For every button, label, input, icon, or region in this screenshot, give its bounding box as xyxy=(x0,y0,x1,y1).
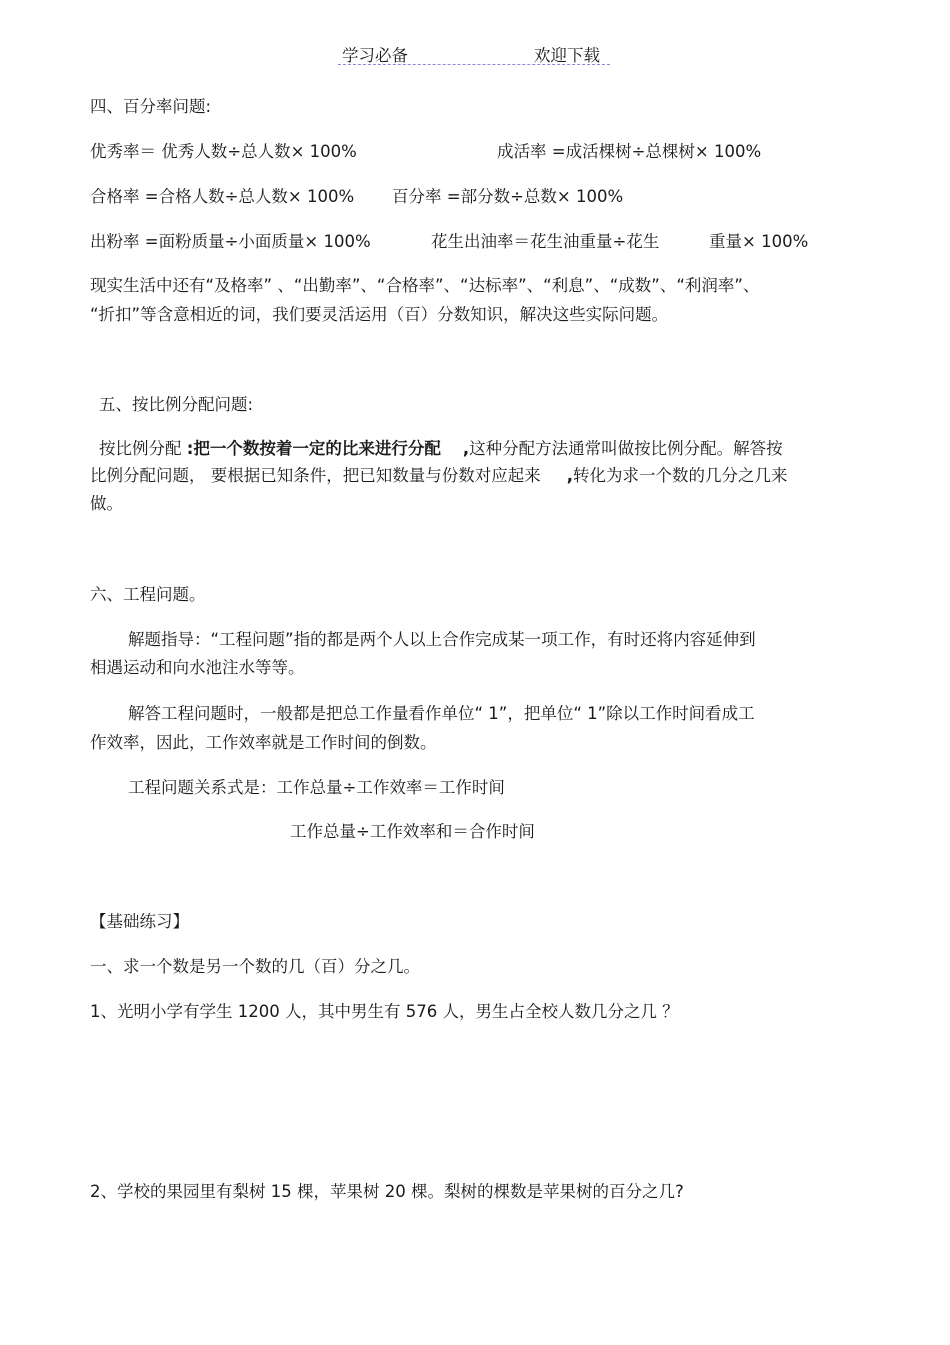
formula-oil-rate: 花生出油率＝花生油重量÷花生 xyxy=(431,232,660,251)
practice-title: 【基础练习】 xyxy=(90,912,189,931)
paragraph-line2-continuation: 转化为求一个数的几分之几来 xyxy=(573,466,788,485)
comma-mark: , xyxy=(462,439,470,458)
section6-relation-2: 工作总量÷工作效率和＝合作时间 xyxy=(290,822,535,841)
formula-flour-rate: 出粉率 =面粉质量÷小面质量× 100% xyxy=(90,232,371,251)
practice-subtitle: 一、求一个数是另一个数的几（百）分之几。 xyxy=(90,957,420,976)
section4-title: 四、百分率问题: xyxy=(90,97,212,116)
section6-answer-line1: 解答工程问题时，一般都是把总工作量看作单位“ 1”，把单位“ 1”除以工作时间看成工 xyxy=(128,704,755,723)
section4-paragraph-line2: “折扣”等含意相近的词，我们要灵活运用（百）分数知识，解决这些实际问题。 xyxy=(90,305,669,324)
header-left-text: 学习必备 xyxy=(342,46,408,65)
section6-guide-line1: 解题指导：“工程问题”指的都是两个人以上合作完成某一项工作，有时还将内容延伸到 xyxy=(128,630,756,649)
header-right-text: 欢迎下载 xyxy=(534,46,600,65)
formula-percentage: 百分率 =部分数÷总数× 100% xyxy=(392,187,624,206)
section6-relation-1: 工程问题关系式是：工作总量÷工作效率＝工作时间 xyxy=(128,778,505,797)
section6-title: 六、工程问题。 xyxy=(90,585,206,604)
section5-paragraph-line2 xyxy=(90,466,788,486)
paragraph-line2-text: 比例分配问题， 要根据已知条件，把已知数量与份数对应起来 xyxy=(90,466,541,485)
section5-title: 五、按比例分配问题: xyxy=(99,395,254,414)
section5-paragraph-line3: 做。 xyxy=(90,494,123,513)
formula-excellent-rate: 优秀率＝ 优秀人数÷总人数× 100% xyxy=(90,142,357,161)
section4-paragraph-line1: 现实生活中还有“及格率” 、“出勤率”、“合格率”、“达标率”、“利息”、“成数”、“利润率”、 xyxy=(90,276,760,295)
formula-pass-rate: 合格率 =合格人数÷总人数× 100% xyxy=(90,187,355,206)
section6-answer-line2: 作效率，因此，工作效率就是工作时间的倒数。 xyxy=(90,733,437,752)
formula-survival-rate: 成活率 =成活棵树÷总棵树× 100% xyxy=(497,142,762,161)
page-header xyxy=(338,42,610,65)
section6-guide-line2: 相遇运动和向水池注水等等。 xyxy=(90,658,305,677)
definition-continuation: 这种分配方法通常叫做按比例分配。解答按 xyxy=(469,439,783,458)
question-1: 1、光明小学有学生 1200 人，其中男生有 576 人，男生占全校人数几分之几 ？ xyxy=(90,1002,679,1021)
section5-paragraph-line1 xyxy=(99,439,783,459)
comma-mark-2: , xyxy=(566,466,574,485)
formula-oil-rate-tail: 重量× 100% xyxy=(709,232,809,251)
term-proportional-distribution: 按比例分配 xyxy=(99,439,187,458)
question-2: 2、学校的果园里有梨树 15 棵，苹果树 20 棵。梨树的棵数是苹果树的百分之几? xyxy=(90,1182,684,1201)
definition-text: :把一个数按着一定的比来进行分配 xyxy=(186,439,441,458)
